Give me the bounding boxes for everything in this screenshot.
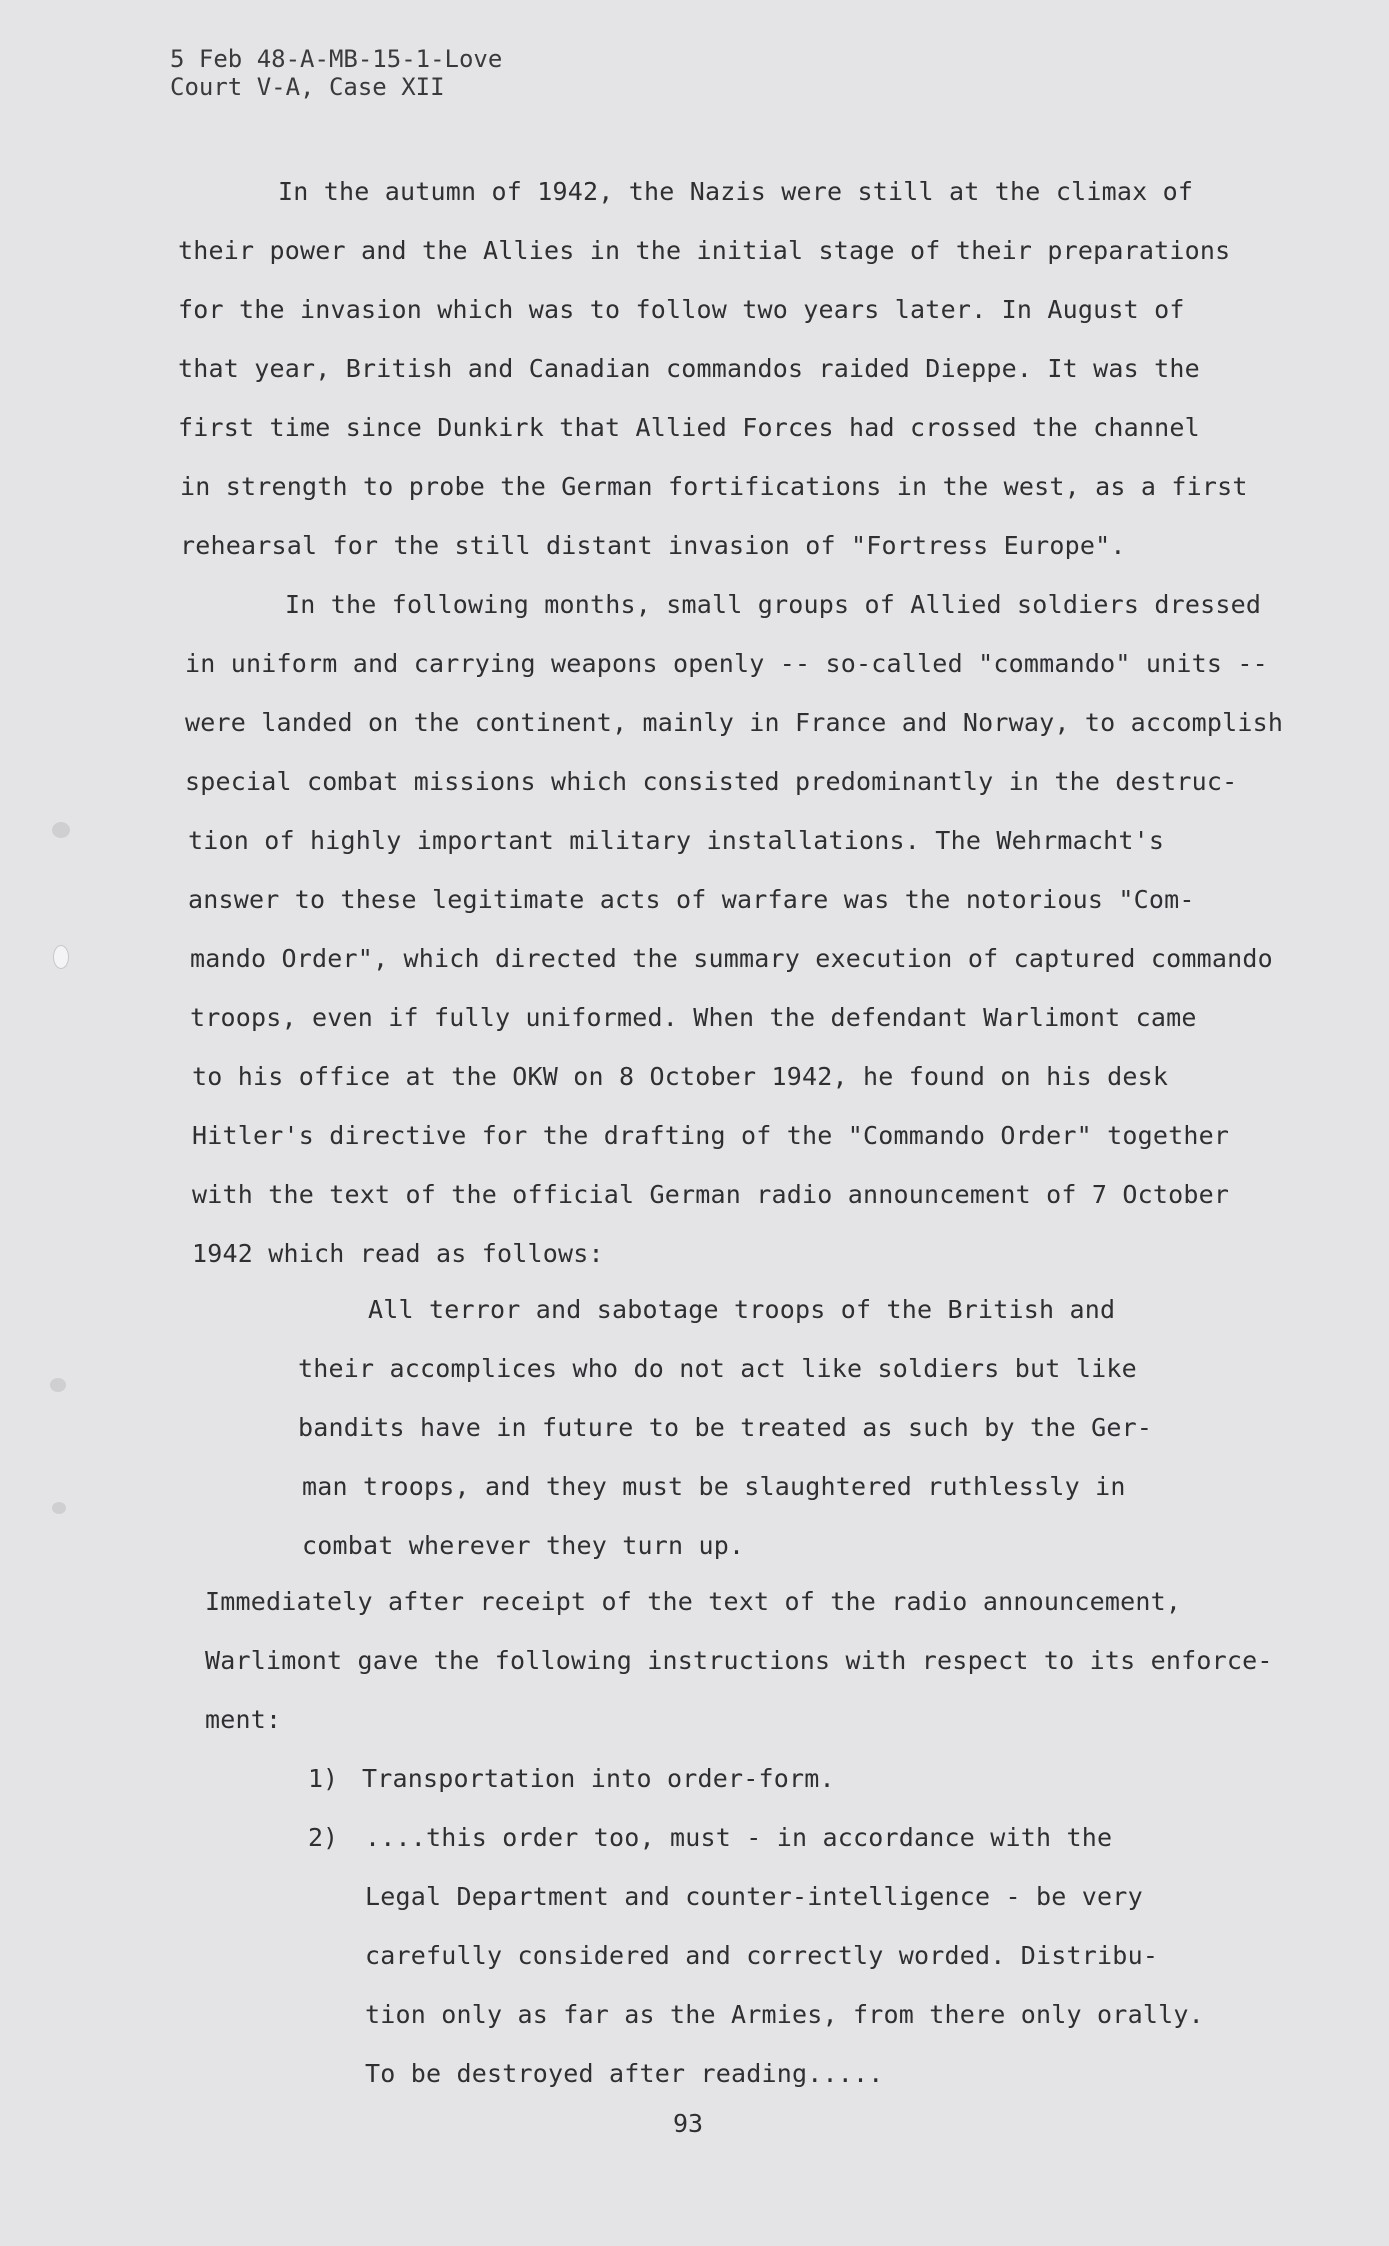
page-number: 93 (673, 2109, 704, 2138)
body-line: Warlimont gave the following instructions with respect to its enforce- (205, 1646, 1273, 1675)
body-line: answer to these legitimate acts of warfare was the notorious "Com- (188, 885, 1195, 914)
body-line: 1942 which read as follows: (192, 1239, 604, 1268)
list-item-line: carefully considered and correctly worded. Distribu- (365, 1941, 1159, 1970)
paper-mark (52, 1502, 66, 1514)
list-number: 2) (308, 1823, 339, 1852)
body-line: In the autumn of 1942, the Nazis were still at the climax of (278, 177, 1194, 206)
paper-mark (50, 1378, 66, 1392)
body-line: in uniform and carrying weapons openly -- so-called "commando" units -- (185, 649, 1268, 678)
body-line: Immediately after receipt of the text of the radio announcement, (205, 1587, 1182, 1616)
body-line: in strength to probe the German fortifications in the west, as a first (180, 472, 1248, 501)
list-item-line: Legal Department and counter-intelligence - be very (365, 1882, 1143, 1911)
quote-line: man troops, and they must be slaughtered ruthlessly in (302, 1472, 1126, 1501)
paper-mark (52, 822, 70, 838)
list-item-line: Transportation into order-form. (362, 1764, 835, 1793)
document-reference: 5 Feb 48-A-MB-15-1-Love (170, 45, 503, 73)
list-item-line: ....this order too, must - in accordance with the (365, 1823, 1113, 1852)
body-line: tion of highly important military installations. The Wehrmacht's (188, 826, 1165, 855)
body-line: troops, even if fully uniformed. When the defendant Warlimont came (190, 1003, 1197, 1032)
list-number: 1) (308, 1764, 339, 1793)
body-line: for the invasion which was to follow two years later. In August of (178, 295, 1185, 324)
body-line: were landed on the continent, mainly in France and Norway, to accomplish (185, 708, 1284, 737)
body-line: to his office at the OKW on 8 October 1942, he found on his desk (192, 1062, 1169, 1091)
list-item-line: To be destroyed after reading..... (365, 2059, 884, 2088)
body-line: special combat missions which consisted predominantly in the destruc- (185, 767, 1238, 796)
body-line: In the following months, small groups of Allied soldiers dressed (285, 590, 1262, 619)
court-case-line: Court V-A, Case XII (170, 73, 445, 101)
body-line: first time since Dunkirk that Allied Forces had crossed the channel (178, 413, 1200, 442)
body-line: their power and the Allies in the initial stage of their preparations (178, 236, 1231, 265)
body-line: with the text of the official German radio announcement of 7 October (192, 1180, 1230, 1209)
body-line: Hitler's directive for the drafting of the "Commando Order" together (192, 1121, 1230, 1150)
quote-line: combat wherever they turn up. (302, 1531, 745, 1560)
quote-line: their accomplices who do not act like soldiers but like (298, 1354, 1137, 1383)
body-line: ment: (205, 1705, 282, 1734)
body-line: that year, British and Canadian commandos raided Dieppe. It was the (178, 354, 1200, 383)
quote-line: All terror and sabotage troops of the British and (368, 1295, 1116, 1324)
quote-line: bandits have in future to be treated as such by the Ger- (298, 1413, 1153, 1442)
list-item-line: tion only as far as the Armies, from there only orally. (365, 2000, 1204, 2029)
paper-mark (53, 945, 69, 969)
body-line: mando Order", which directed the summary execution of captured commando (190, 944, 1273, 973)
body-line: rehearsal for the still distant invasion of "Fortress Europe". (180, 531, 1126, 560)
